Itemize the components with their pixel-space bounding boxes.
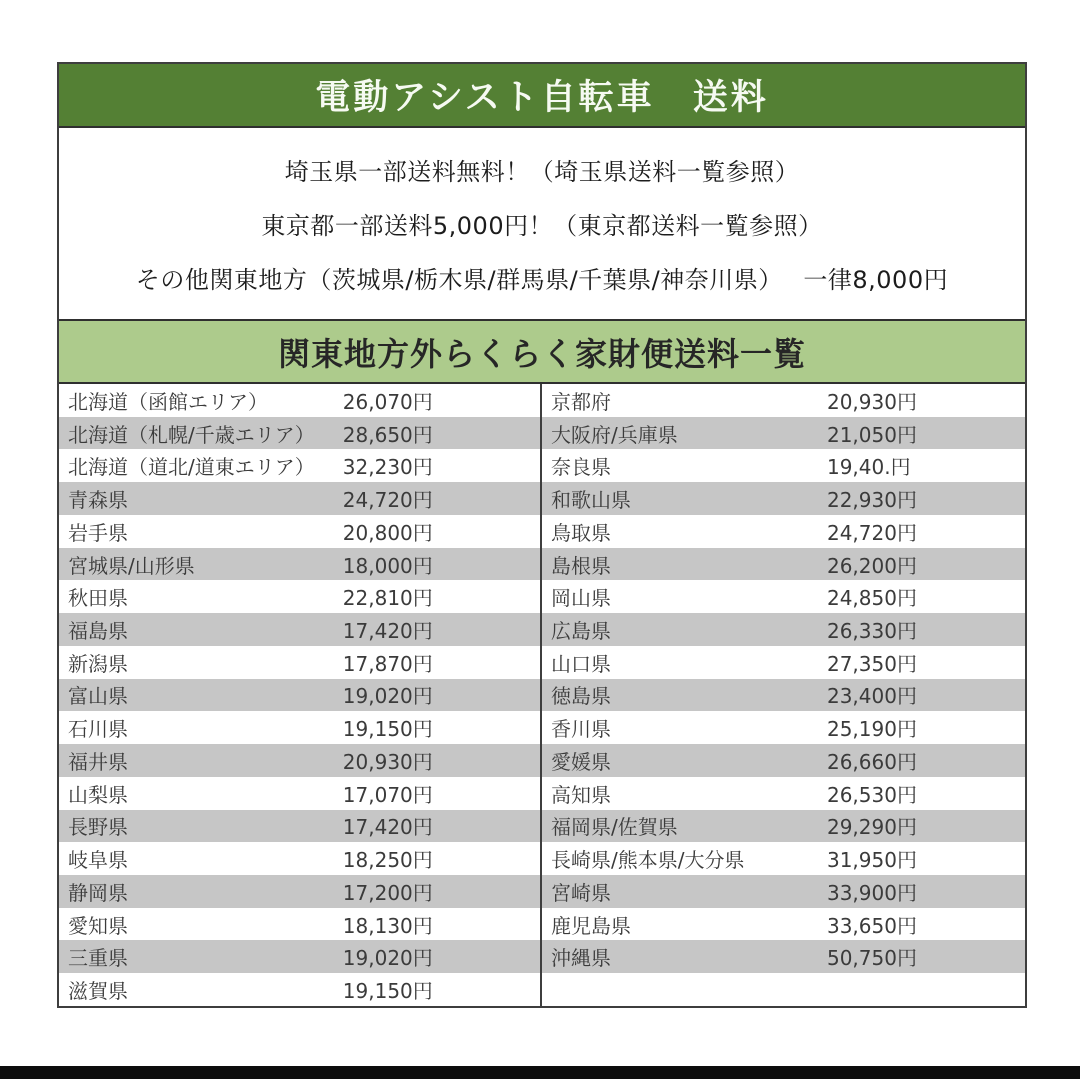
- price: 25,190円: [826, 717, 917, 742]
- table-row: [59, 646, 540, 679]
- prefecture-name: 愛知県: [68, 913, 128, 938]
- table-row: [542, 646, 1025, 679]
- prefecture-name: 山口県: [551, 651, 611, 676]
- price: 28,650円: [342, 422, 433, 447]
- freight-fee-table: [59, 384, 1025, 1006]
- prefecture-name: 三重県: [68, 946, 128, 971]
- table-row: [542, 810, 1025, 843]
- prefecture-name: 鳥取県: [551, 520, 611, 545]
- price: 20,800円: [342, 520, 433, 545]
- prefecture-name: 北海道（道北/道東エリア）: [68, 455, 315, 480]
- price: 23,400円: [826, 684, 917, 709]
- price: 26,660円: [826, 749, 917, 774]
- price: 26,200円: [826, 553, 917, 578]
- note-tokyo: 東京都一部送料5,000円！（東京都送料一覧参照）: [261, 211, 823, 240]
- prefecture-name: 香川県: [551, 717, 611, 742]
- prefecture-name: 滋賀県: [68, 979, 128, 1004]
- table-row: [59, 744, 540, 777]
- prefecture-name: 高知県: [551, 782, 611, 807]
- table-row: [59, 777, 540, 810]
- price: 22,930円: [826, 488, 917, 513]
- table-row: [59, 810, 540, 843]
- price: 18,000円: [342, 553, 433, 578]
- prefecture-name: 宮城県/山形県: [68, 553, 195, 578]
- table-row: [59, 973, 540, 1006]
- prefecture-name: 岐阜県: [68, 848, 128, 873]
- table-row: [542, 384, 1025, 417]
- prefecture-name: 福井県: [68, 749, 128, 774]
- price: 26,530円: [826, 782, 917, 807]
- prefecture-name: 静岡県: [68, 880, 128, 905]
- prefecture-name: 大阪府/兵庫県: [551, 422, 678, 447]
- table-row: [542, 449, 1025, 482]
- table-row: [59, 711, 540, 744]
- price: 19,150円: [342, 717, 433, 742]
- price: 33,650円: [826, 913, 917, 938]
- price: 33,900円: [826, 880, 917, 905]
- bottom-black-bar: [0, 1066, 1080, 1079]
- shipping-notes: [59, 128, 1025, 321]
- prefecture-name: 鹿児島県: [551, 913, 631, 938]
- table-title: 関東地方外らくらく家財便送料一覧: [59, 321, 1025, 384]
- shipping-info-sheet: [57, 62, 1027, 1008]
- price: 19,150円: [342, 979, 433, 1004]
- price: 17,420円: [342, 815, 433, 840]
- table-row: [542, 482, 1025, 515]
- price: 17,870円: [342, 651, 433, 676]
- table-left-column: [59, 384, 542, 1006]
- table-row: [542, 417, 1025, 450]
- prefecture-name: 長野県: [68, 815, 128, 840]
- price: 20,930円: [342, 749, 433, 774]
- price: 50,750円: [826, 946, 917, 971]
- table-row: [59, 449, 540, 482]
- prefecture-name: 徳島県: [551, 684, 611, 709]
- prefecture-name: 秋田県: [68, 586, 128, 611]
- table-row: [542, 613, 1025, 646]
- table-row: [59, 875, 540, 908]
- table-row: [542, 940, 1025, 973]
- price: 18,250円: [342, 848, 433, 873]
- table-row: [59, 384, 540, 417]
- prefecture-name: 富山県: [68, 684, 128, 709]
- prefecture-name: 岡山県: [551, 586, 611, 611]
- prefecture-name: 和歌山県: [551, 488, 631, 513]
- price: 20,930円: [826, 389, 917, 414]
- table-row: [59, 548, 540, 581]
- table-row: [59, 580, 540, 613]
- price: 21,050円: [826, 422, 917, 447]
- prefecture-name: 北海道（札幌/千歳エリア）: [68, 422, 315, 447]
- price: 17,200円: [342, 880, 433, 905]
- table-row: [542, 515, 1025, 548]
- price: 17,070円: [342, 782, 433, 807]
- prefecture-name: 北海道（函館エリア）: [68, 389, 268, 414]
- prefecture-name: 新潟県: [68, 651, 128, 676]
- price: 31,950円: [826, 848, 917, 873]
- table-row: [542, 908, 1025, 941]
- price: 24,720円: [342, 488, 433, 513]
- prefecture-name: 広島県: [551, 619, 611, 643]
- price: 24,850円: [826, 586, 917, 611]
- prefecture-name: 福岡県/佐賀県: [551, 815, 678, 840]
- prefecture-name: 京都府: [551, 389, 611, 414]
- table-row: [542, 875, 1025, 908]
- prefecture-name: 山梨県: [68, 782, 128, 807]
- price: 19,40.円: [826, 455, 911, 480]
- table-row: [59, 482, 540, 515]
- table-row: [59, 908, 540, 941]
- prefecture-name: 沖縄県: [551, 946, 611, 971]
- table-row: [59, 515, 540, 548]
- table-row: [542, 548, 1025, 581]
- prefecture-name: 島根県: [551, 553, 611, 578]
- table-row: [59, 940, 540, 973]
- price: 24,720円: [826, 520, 917, 545]
- price: 19,020円: [342, 946, 433, 971]
- table-row: [542, 842, 1025, 875]
- note-kanto-other: その他関東地方（茨城県/栃木県/群馬県/千葉県/神奈川県） 一律8,000円: [135, 266, 949, 295]
- table-row: [542, 580, 1025, 613]
- table-row: [59, 842, 540, 875]
- price: 27,350円: [826, 651, 917, 676]
- table-row: [542, 973, 1025, 1006]
- table-row: [59, 417, 540, 450]
- prefecture-name: 愛媛県: [551, 749, 611, 774]
- table-row: [59, 613, 540, 646]
- prefecture-name: 青森県: [68, 488, 128, 513]
- prefecture-name: 長崎県/熊本県/大分県: [551, 848, 745, 873]
- price: 18,130円: [342, 913, 433, 938]
- price: 26,070円: [342, 389, 433, 414]
- prefecture-name: 奈良県: [551, 455, 611, 480]
- price: 29,290円: [826, 815, 917, 840]
- table-row: [542, 679, 1025, 712]
- price: 26,330円: [826, 619, 917, 643]
- page-title: 電動アシスト自転車 送料: [59, 64, 1025, 128]
- prefecture-name: 宮崎県: [551, 880, 611, 905]
- prefecture-name: 福島県: [68, 619, 128, 643]
- prefecture-name: 石川県: [68, 717, 128, 742]
- price: 17,420円: [342, 619, 433, 643]
- price: 22,810円: [342, 586, 433, 611]
- table-row: [542, 711, 1025, 744]
- price: 32,230円: [342, 455, 433, 480]
- table-row: [59, 679, 540, 712]
- prefecture-name: 岩手県: [68, 520, 128, 545]
- table-row: [542, 744, 1025, 777]
- price: 19,020円: [342, 684, 433, 709]
- table-row: [542, 777, 1025, 810]
- note-saitama: 埼玉県一部送料無料！（埼玉県送料一覧参照）: [284, 157, 800, 186]
- table-right-column: [542, 384, 1025, 1006]
